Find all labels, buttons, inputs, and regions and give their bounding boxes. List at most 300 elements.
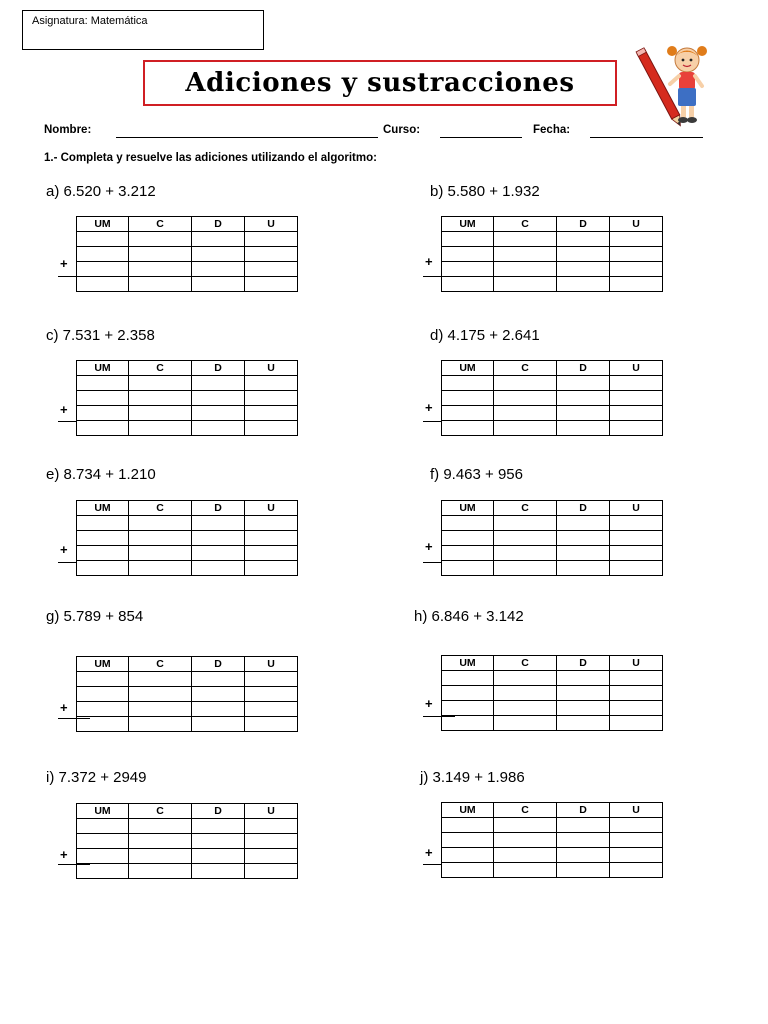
digit-cell[interactable]	[77, 376, 129, 391]
column-header: D	[557, 361, 610, 376]
column-header: C	[129, 501, 192, 516]
digit-cell[interactable]	[557, 247, 610, 262]
digit-cell[interactable]	[494, 247, 557, 262]
digit-cell[interactable]	[77, 262, 129, 277]
sum-line	[58, 864, 90, 865]
digit-cell[interactable]	[494, 848, 557, 863]
digit-cell[interactable]	[245, 834, 298, 849]
digit-cell[interactable]	[77, 834, 129, 849]
digit-cell[interactable]	[129, 376, 192, 391]
digit-cell[interactable]	[245, 277, 298, 292]
digit-cell[interactable]	[610, 833, 663, 848]
grid-row	[442, 232, 663, 247]
nombre-field[interactable]	[116, 137, 378, 138]
grid-row	[442, 686, 663, 701]
column-header: UM	[442, 501, 494, 516]
digit-cell[interactable]	[245, 864, 298, 879]
digit-cell[interactable]	[129, 546, 192, 561]
digit-cell[interactable]	[129, 247, 192, 262]
grid-header-row	[442, 803, 663, 818]
title-text: Adiciones y sustracciones	[185, 68, 575, 98]
column-header: U	[610, 361, 663, 376]
digit-cell[interactable]	[129, 834, 192, 849]
column-header: D	[192, 217, 245, 232]
column-header: D	[557, 217, 610, 232]
column-header: C	[494, 361, 557, 376]
grid-header-row	[442, 501, 663, 516]
digit-cell[interactable]	[494, 277, 557, 292]
digit-cell[interactable]	[245, 702, 298, 717]
digit-cell[interactable]	[129, 262, 192, 277]
place-value-grid-b	[441, 216, 663, 292]
digit-cell[interactable]	[129, 687, 192, 702]
digit-cell[interactable]	[442, 376, 494, 391]
digit-cell[interactable]	[610, 561, 663, 576]
grid-row	[77, 421, 298, 436]
column-header: U	[610, 501, 663, 516]
digit-cell[interactable]	[245, 516, 298, 531]
digit-cell[interactable]	[442, 531, 494, 546]
digit-cell[interactable]	[245, 391, 298, 406]
grid-row	[77, 687, 298, 702]
digit-cell[interactable]	[442, 686, 494, 701]
digit-cell[interactable]	[557, 686, 610, 701]
grid-row	[442, 561, 663, 576]
digit-cell[interactable]	[557, 546, 610, 561]
digit-cell[interactable]	[610, 546, 663, 561]
digit-cell[interactable]	[245, 819, 298, 834]
sum-line	[58, 276, 90, 277]
digit-cell[interactable]	[245, 421, 298, 436]
digit-cell[interactable]	[192, 864, 245, 879]
digit-cell[interactable]	[77, 277, 129, 292]
digit-cell[interactable]	[610, 247, 663, 262]
digit-cell[interactable]	[494, 701, 557, 716]
digit-cell[interactable]	[129, 421, 192, 436]
digit-cell[interactable]	[610, 391, 663, 406]
grid-row	[77, 376, 298, 391]
grid-header-row	[77, 804, 298, 819]
column-header: D	[557, 656, 610, 671]
column-header: C	[494, 217, 557, 232]
digit-cell[interactable]	[129, 561, 192, 576]
digit-cell[interactable]	[442, 391, 494, 406]
digit-cell[interactable]	[192, 262, 245, 277]
grid-row	[442, 421, 663, 436]
place-value-grid-d	[441, 360, 663, 436]
digit-cell[interactable]	[192, 516, 245, 531]
digit-cell[interactable]	[192, 531, 245, 546]
digit-cell[interactable]	[245, 406, 298, 421]
place-value-grid-g	[76, 656, 298, 732]
digit-cell[interactable]	[192, 391, 245, 406]
digit-cell[interactable]	[77, 516, 129, 531]
digit-cell[interactable]	[192, 247, 245, 262]
digit-cell[interactable]	[610, 516, 663, 531]
digit-cell[interactable]	[77, 561, 129, 576]
plus-sign: +	[60, 402, 68, 417]
sum-line	[423, 716, 455, 717]
column-header: UM	[442, 217, 494, 232]
column-header: D	[557, 501, 610, 516]
digit-cell[interactable]	[245, 232, 298, 247]
grid-row	[442, 716, 663, 731]
digit-cell[interactable]	[192, 376, 245, 391]
column-header: UM	[442, 803, 494, 818]
grid-header-row	[442, 361, 663, 376]
plus-sign: +	[425, 696, 433, 711]
digit-cell[interactable]	[557, 701, 610, 716]
digit-cell[interactable]	[442, 262, 494, 277]
column-header: U	[245, 501, 298, 516]
digit-cell[interactable]	[494, 833, 557, 848]
digit-cell[interactable]	[442, 701, 494, 716]
digit-cell[interactable]	[494, 716, 557, 731]
problem-label-h: h) 6.846 + 3.142	[414, 608, 524, 625]
digit-cell[interactable]	[494, 671, 557, 686]
place-value-grid-c	[76, 360, 298, 436]
grid-row	[77, 531, 298, 546]
digit-cell[interactable]	[610, 262, 663, 277]
grid-header-row	[77, 657, 298, 672]
digit-cell[interactable]	[245, 376, 298, 391]
grid-row	[442, 376, 663, 391]
digit-cell[interactable]	[557, 818, 610, 833]
digit-cell[interactable]	[77, 819, 129, 834]
grid-row	[442, 701, 663, 716]
digit-cell[interactable]	[610, 701, 663, 716]
place-value-grid-i	[76, 803, 298, 879]
digit-cell[interactable]	[494, 516, 557, 531]
place-value-grid-f	[441, 500, 663, 576]
digit-cell[interactable]	[557, 516, 610, 531]
column-header: D	[557, 803, 610, 818]
grid-row	[77, 232, 298, 247]
sum-line	[58, 718, 90, 719]
problem-label-j: j) 3.149 + 1.986	[420, 769, 525, 786]
grid-row	[442, 833, 663, 848]
subject-box	[22, 10, 264, 50]
plus-sign: +	[60, 700, 68, 715]
digit-cell[interactable]	[192, 672, 245, 687]
digit-cell[interactable]	[77, 247, 129, 262]
column-header: UM	[442, 656, 494, 671]
sum-line	[423, 421, 441, 422]
digit-cell[interactable]	[192, 717, 245, 732]
grid-row	[442, 546, 663, 561]
digit-cell[interactable]	[245, 546, 298, 561]
column-header: D	[192, 657, 245, 672]
digit-cell[interactable]	[129, 531, 192, 546]
digit-cell[interactable]	[129, 391, 192, 406]
grid-row	[77, 262, 298, 277]
digit-cell[interactable]	[494, 232, 557, 247]
digit-cell[interactable]	[129, 516, 192, 531]
place-value-grid-j	[441, 802, 663, 878]
grid-row	[77, 247, 298, 262]
column-header: UM	[77, 501, 129, 516]
grid-row	[77, 546, 298, 561]
digit-cell[interactable]	[245, 672, 298, 687]
digit-cell[interactable]	[557, 232, 610, 247]
digit-cell[interactable]	[557, 376, 610, 391]
digit-cell[interactable]	[77, 421, 129, 436]
digit-cell[interactable]	[442, 247, 494, 262]
digit-cell[interactable]	[557, 262, 610, 277]
digit-cell[interactable]	[77, 864, 129, 879]
place-value-grid-h	[441, 655, 663, 731]
curso-field[interactable]	[440, 137, 522, 138]
column-header: C	[129, 361, 192, 376]
digit-cell[interactable]	[494, 391, 557, 406]
digit-cell[interactable]	[442, 561, 494, 576]
digit-cell[interactable]	[494, 546, 557, 561]
digit-cell[interactable]	[245, 849, 298, 864]
digit-cell[interactable]	[442, 406, 494, 421]
digit-cell[interactable]	[129, 864, 192, 879]
grid-row	[77, 834, 298, 849]
grid-row	[442, 391, 663, 406]
digit-cell[interactable]	[442, 232, 494, 247]
place-value-grid-e	[76, 500, 298, 576]
nombre-label: Nombre:	[44, 124, 92, 136]
digit-cell[interactable]	[494, 818, 557, 833]
instruction-text: 1.- Completa y resuelve las adiciones utilizando el algoritmo:	[44, 152, 377, 164]
digit-cell[interactable]	[557, 671, 610, 686]
digit-cell[interactable]	[557, 863, 610, 878]
digit-cell[interactable]	[610, 686, 663, 701]
grid-row	[442, 262, 663, 277]
digit-cell[interactable]	[610, 232, 663, 247]
grid-header-row	[77, 361, 298, 376]
digit-cell[interactable]	[245, 717, 298, 732]
digit-cell[interactable]	[129, 232, 192, 247]
digit-cell[interactable]	[557, 833, 610, 848]
sum-line	[423, 276, 455, 277]
plus-sign: +	[425, 400, 433, 415]
sum-line	[423, 562, 441, 563]
column-header: U	[245, 217, 298, 232]
digit-cell[interactable]	[494, 561, 557, 576]
digit-cell[interactable]	[192, 702, 245, 717]
digit-cell[interactable]	[610, 531, 663, 546]
digit-cell[interactable]	[557, 421, 610, 436]
grid-header-row	[77, 217, 298, 232]
digit-cell[interactable]	[610, 421, 663, 436]
column-header: C	[129, 804, 192, 819]
plus-sign: +	[60, 847, 68, 862]
digit-cell[interactable]	[557, 716, 610, 731]
column-header: U	[245, 804, 298, 819]
column-header: C	[494, 501, 557, 516]
digit-cell[interactable]	[129, 406, 192, 421]
grid-row	[77, 672, 298, 687]
grid-row	[442, 671, 663, 686]
digit-cell[interactable]	[245, 561, 298, 576]
digit-cell[interactable]	[192, 561, 245, 576]
digit-cell[interactable]	[77, 672, 129, 687]
sum-line	[58, 421, 76, 422]
column-header: C	[494, 656, 557, 671]
digit-cell[interactable]	[442, 818, 494, 833]
problem-label-a: a) 6.520 + 3.212	[46, 183, 156, 200]
fecha-label: Fecha:	[533, 124, 571, 136]
girl-with-red-pencil-icon	[632, 38, 716, 128]
digit-cell[interactable]	[494, 686, 557, 701]
digit-cell[interactable]	[557, 531, 610, 546]
column-header: C	[129, 657, 192, 672]
digit-cell[interactable]	[77, 546, 129, 561]
digit-cell[interactable]	[442, 516, 494, 531]
digit-cell[interactable]	[192, 406, 245, 421]
digit-cell[interactable]	[192, 277, 245, 292]
plus-sign: +	[425, 539, 433, 554]
grid-row	[77, 864, 298, 879]
digit-cell[interactable]	[192, 834, 245, 849]
digit-cell[interactable]	[192, 421, 245, 436]
grid-header-row	[442, 656, 663, 671]
digit-cell[interactable]	[245, 531, 298, 546]
grid-row	[442, 531, 663, 546]
digit-cell[interactable]	[129, 717, 192, 732]
problem-label-i: i) 7.372 + 2949	[46, 769, 147, 786]
column-header: U	[245, 657, 298, 672]
column-header: UM	[77, 361, 129, 376]
grid-row	[77, 702, 298, 717]
grid-row	[77, 561, 298, 576]
grid-row	[442, 406, 663, 421]
digit-cell[interactable]	[610, 376, 663, 391]
digit-cell[interactable]	[77, 702, 129, 717]
fecha-field[interactable]	[590, 137, 703, 138]
digit-cell[interactable]	[557, 848, 610, 863]
digit-cell[interactable]	[442, 833, 494, 848]
digit-cell[interactable]	[610, 671, 663, 686]
grid-row	[442, 247, 663, 262]
place-value-grid-a	[76, 216, 298, 292]
digit-cell[interactable]	[610, 863, 663, 878]
grid-row	[442, 516, 663, 531]
grid-row	[442, 848, 663, 863]
column-header: U	[610, 217, 663, 232]
grid-header-row	[442, 217, 663, 232]
digit-cell[interactable]	[245, 687, 298, 702]
digit-cell[interactable]	[610, 406, 663, 421]
digit-cell[interactable]	[494, 863, 557, 878]
grid-row	[77, 717, 298, 732]
digit-cell[interactable]	[557, 391, 610, 406]
column-header: C	[494, 803, 557, 818]
digit-cell[interactable]	[442, 421, 494, 436]
digit-cell[interactable]	[557, 406, 610, 421]
digit-cell[interactable]	[557, 561, 610, 576]
curso-label: Curso:	[383, 124, 421, 136]
digit-cell[interactable]	[442, 277, 494, 292]
digit-cell[interactable]	[77, 687, 129, 702]
digit-cell[interactable]	[442, 863, 494, 878]
digit-cell[interactable]	[494, 531, 557, 546]
column-header: UM	[77, 804, 129, 819]
grid-row	[77, 277, 298, 292]
grid-row	[442, 277, 663, 292]
column-header: U	[245, 361, 298, 376]
grid-row	[77, 516, 298, 531]
problem-label-e: e) 8.734 + 1.210	[46, 466, 156, 483]
digit-cell[interactable]	[610, 848, 663, 863]
grid-row	[77, 819, 298, 834]
grid-row	[77, 391, 298, 406]
digit-cell[interactable]	[442, 671, 494, 686]
digit-cell[interactable]	[245, 247, 298, 262]
worksheet-title	[143, 60, 617, 106]
digit-cell[interactable]	[245, 262, 298, 277]
column-header: C	[129, 217, 192, 232]
plus-sign: +	[60, 256, 68, 271]
grid-row	[442, 863, 663, 878]
digit-cell[interactable]	[494, 262, 557, 277]
grid-row	[77, 849, 298, 864]
grid-row	[442, 818, 663, 833]
digit-cell[interactable]	[610, 818, 663, 833]
digit-cell[interactable]	[192, 232, 245, 247]
grid-row	[77, 406, 298, 421]
column-header: UM	[77, 217, 129, 232]
digit-cell[interactable]	[129, 672, 192, 687]
sum-line	[423, 864, 441, 865]
grid-header-row	[77, 501, 298, 516]
digit-cell[interactable]	[77, 849, 129, 864]
digit-cell[interactable]	[494, 376, 557, 391]
digit-cell[interactable]	[77, 391, 129, 406]
column-header: U	[610, 803, 663, 818]
problem-label-g: g) 5.789 + 854	[46, 608, 144, 625]
digit-cell[interactable]	[129, 702, 192, 717]
digit-cell[interactable]	[192, 819, 245, 834]
sum-line	[58, 562, 76, 563]
digit-cell[interactable]	[192, 849, 245, 864]
column-header: UM	[442, 361, 494, 376]
column-header: UM	[77, 657, 129, 672]
subject-label: Asignatura: Matemática	[32, 15, 148, 27]
column-header: D	[192, 804, 245, 819]
problem-label-c: c) 7.531 + 2.358	[46, 327, 155, 344]
column-header: D	[192, 501, 245, 516]
digit-cell[interactable]	[494, 406, 557, 421]
digit-cell[interactable]	[442, 716, 494, 731]
plus-sign: +	[60, 542, 68, 557]
digit-cell[interactable]	[557, 277, 610, 292]
digit-cell[interactable]	[192, 687, 245, 702]
column-header: U	[610, 656, 663, 671]
digit-cell[interactable]	[192, 546, 245, 561]
digit-cell[interactable]	[442, 848, 494, 863]
plus-sign: +	[425, 254, 433, 269]
column-header: D	[192, 361, 245, 376]
digit-cell[interactable]	[129, 849, 192, 864]
problem-label-b: b) 5.580 + 1.932	[430, 183, 540, 200]
digit-cell[interactable]	[610, 716, 663, 731]
digit-cell[interactable]	[77, 232, 129, 247]
digit-cell[interactable]	[77, 531, 129, 546]
plus-sign: +	[425, 845, 433, 860]
digit-cell[interactable]	[77, 406, 129, 421]
digit-cell[interactable]	[129, 819, 192, 834]
problem-label-f: f) 9.463 + 956	[430, 466, 523, 483]
digit-cell[interactable]	[442, 546, 494, 561]
digit-cell[interactable]	[494, 421, 557, 436]
digit-cell[interactable]	[129, 277, 192, 292]
digit-cell[interactable]	[610, 277, 663, 292]
